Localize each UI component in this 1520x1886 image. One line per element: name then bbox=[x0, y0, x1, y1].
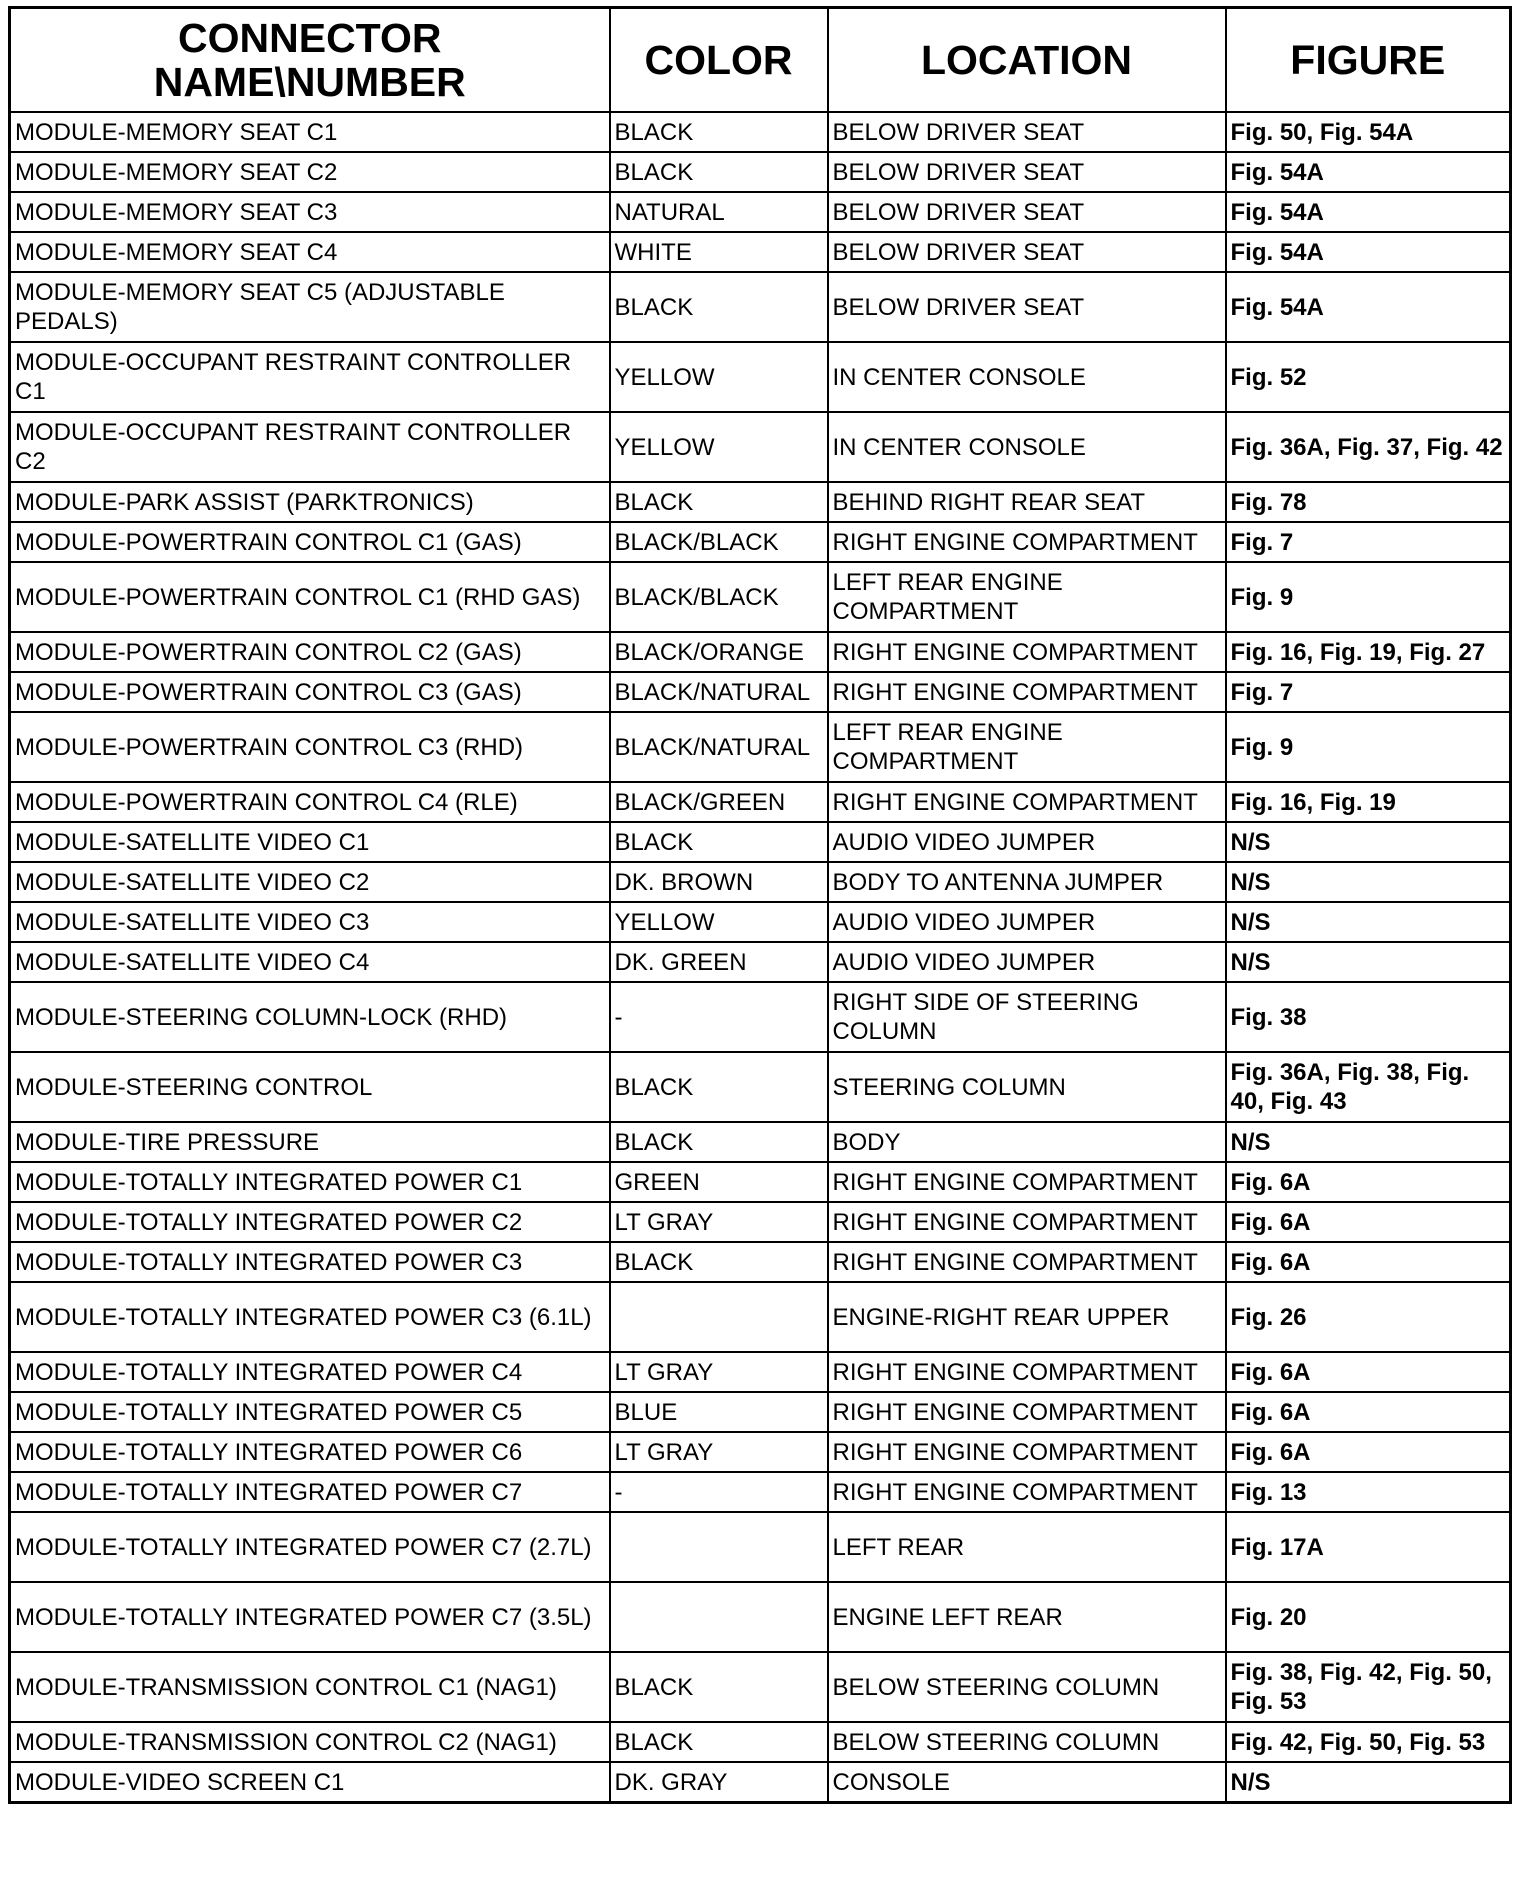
cell-location: LEFT REAR ENGINE COMPARTMENT bbox=[828, 712, 1226, 782]
cell-connector-name: MODULE-OCCUPANT RESTRAINT CONTROLLER C2 bbox=[10, 412, 610, 482]
cell-figure: N/S bbox=[1226, 1762, 1511, 1803]
table-row bbox=[10, 192, 1511, 232]
cell-connector-name: MODULE-PARK ASSIST (PARKTRONICS) bbox=[10, 482, 610, 522]
cell-color: BLACK/NATURAL bbox=[610, 672, 828, 712]
cell-color bbox=[610, 1582, 828, 1652]
cell-connector-name: MODULE-MEMORY SEAT C1 bbox=[10, 112, 610, 152]
cell-color: BLACK bbox=[610, 1652, 828, 1722]
cell-connector-name: MODULE-TOTALLY INTEGRATED POWER C3 (6.1L) bbox=[10, 1282, 610, 1352]
cell-location: BELOW DRIVER SEAT bbox=[828, 232, 1226, 272]
cell-connector-name: MODULE-POWERTRAIN CONTROL C1 (RHD GAS) bbox=[10, 562, 610, 632]
cell-color bbox=[610, 1282, 828, 1352]
cell-connector-name: MODULE-TOTALLY INTEGRATED POWER C7 (3.5L) bbox=[10, 1582, 610, 1652]
cell-figure: Fig. 7 bbox=[1226, 672, 1511, 712]
cell-location: RIGHT SIDE OF STEERING COLUMN bbox=[828, 982, 1226, 1052]
cell-location: BELOW DRIVER SEAT bbox=[828, 272, 1226, 342]
table-row bbox=[10, 1202, 1511, 1242]
cell-color: LT GRAY bbox=[610, 1202, 828, 1242]
cell-color: BLACK bbox=[610, 1722, 828, 1762]
cell-figure: Fig. 6A bbox=[1226, 1162, 1511, 1202]
cell-figure: Fig. 52 bbox=[1226, 342, 1511, 412]
cell-figure: N/S bbox=[1226, 822, 1511, 862]
table-row bbox=[10, 942, 1511, 982]
table-row bbox=[10, 272, 1511, 342]
cell-figure: Fig. 78 bbox=[1226, 482, 1511, 522]
cell-location: RIGHT ENGINE COMPARTMENT bbox=[828, 1202, 1226, 1242]
cell-color: - bbox=[610, 982, 828, 1052]
cell-connector-name: MODULE-TOTALLY INTEGRATED POWER C6 bbox=[10, 1432, 610, 1472]
table-row bbox=[10, 112, 1511, 152]
cell-figure: Fig. 42, Fig. 50, Fig. 53 bbox=[1226, 1722, 1511, 1762]
cell-figure: Fig. 54A bbox=[1226, 272, 1511, 342]
cell-figure: Fig. 26 bbox=[1226, 1282, 1511, 1352]
cell-figure: Fig. 13 bbox=[1226, 1472, 1511, 1512]
cell-connector-name: MODULE-MEMORY SEAT C4 bbox=[10, 232, 610, 272]
cell-connector-name: MODULE-POWERTRAIN CONTROL C3 (RHD) bbox=[10, 712, 610, 782]
table-row bbox=[10, 712, 1511, 782]
table-row bbox=[10, 1652, 1511, 1722]
cell-connector-name: MODULE-MEMORY SEAT C5 (ADJUSTABLE PEDALS) bbox=[10, 272, 610, 342]
cell-color: DK. BROWN bbox=[610, 862, 828, 902]
cell-connector-name: MODULE-TOTALLY INTEGRATED POWER C3 bbox=[10, 1242, 610, 1282]
cell-connector-name: MODULE-SATELLITE VIDEO C1 bbox=[10, 822, 610, 862]
cell-figure: Fig. 50, Fig. 54A bbox=[1226, 112, 1511, 152]
cell-location: BELOW STEERING COLUMN bbox=[828, 1722, 1226, 1762]
cell-figure: N/S bbox=[1226, 1122, 1511, 1162]
cell-figure: Fig. 16, Fig. 19 bbox=[1226, 782, 1511, 822]
cell-figure: Fig. 9 bbox=[1226, 562, 1511, 632]
table-row bbox=[10, 982, 1511, 1052]
cell-figure: Fig. 54A bbox=[1226, 192, 1511, 232]
cell-connector-name: MODULE-POWERTRAIN CONTROL C4 (RLE) bbox=[10, 782, 610, 822]
cell-color: BLACK bbox=[610, 1122, 828, 1162]
cell-color: - bbox=[610, 1472, 828, 1512]
table-row bbox=[10, 482, 1511, 522]
cell-color: BLACK bbox=[610, 822, 828, 862]
cell-color: DK. GREEN bbox=[610, 942, 828, 982]
cell-figure: Fig. 6A bbox=[1226, 1352, 1511, 1392]
table-row bbox=[10, 1122, 1511, 1162]
table-row bbox=[10, 1352, 1511, 1392]
cell-location: RIGHT ENGINE COMPARTMENT bbox=[828, 1242, 1226, 1282]
cell-figure: Fig. 36A, Fig. 37, Fig. 42 bbox=[1226, 412, 1511, 482]
cell-color: YELLOW bbox=[610, 902, 828, 942]
table-row bbox=[10, 1432, 1511, 1472]
cell-location: LEFT REAR ENGINE COMPARTMENT bbox=[828, 562, 1226, 632]
cell-color: BLUE bbox=[610, 1392, 828, 1432]
cell-color: NATURAL bbox=[610, 192, 828, 232]
cell-figure: Fig. 54A bbox=[1226, 232, 1511, 272]
cell-color: BLACK bbox=[610, 112, 828, 152]
cell-figure: Fig. 54A bbox=[1226, 152, 1511, 192]
cell-figure: Fig. 20 bbox=[1226, 1582, 1511, 1652]
cell-figure: Fig. 6A bbox=[1226, 1392, 1511, 1432]
cell-color bbox=[610, 1512, 828, 1582]
cell-figure: N/S bbox=[1226, 942, 1511, 982]
cell-figure: Fig. 16, Fig. 19, Fig. 27 bbox=[1226, 632, 1511, 672]
cell-location: BELOW STEERING COLUMN bbox=[828, 1652, 1226, 1722]
cell-location: RIGHT ENGINE COMPARTMENT bbox=[828, 1432, 1226, 1472]
cell-location: IN CENTER CONSOLE bbox=[828, 342, 1226, 412]
cell-location: RIGHT ENGINE COMPARTMENT bbox=[828, 1352, 1226, 1392]
cell-color: BLACK/BLACK bbox=[610, 562, 828, 632]
cell-figure: Fig. 9 bbox=[1226, 712, 1511, 782]
cell-color: BLACK/BLACK bbox=[610, 522, 828, 562]
connector-table-sheet bbox=[8, 6, 1512, 1804]
table-row bbox=[10, 1762, 1511, 1803]
cell-color: LT GRAY bbox=[610, 1352, 828, 1392]
cell-connector-name: MODULE-POWERTRAIN CONTROL C2 (GAS) bbox=[10, 632, 610, 672]
cell-location: BELOW DRIVER SEAT bbox=[828, 112, 1226, 152]
header-row bbox=[10, 8, 1511, 113]
cell-location: RIGHT ENGINE COMPARTMENT bbox=[828, 1472, 1226, 1512]
header-connector-name bbox=[10, 8, 610, 113]
connector-table bbox=[8, 6, 1512, 1804]
table-row bbox=[10, 1512, 1511, 1582]
table-row bbox=[10, 232, 1511, 272]
cell-connector-name: MODULE-OCCUPANT RESTRAINT CONTROLLER C1 bbox=[10, 342, 610, 412]
cell-location: BELOW DRIVER SEAT bbox=[828, 192, 1226, 232]
cell-color: BLACK bbox=[610, 1052, 828, 1122]
table-row bbox=[10, 672, 1511, 712]
table-row bbox=[10, 1392, 1511, 1432]
cell-connector-name: MODULE-TRANSMISSION CONTROL C1 (NAG1) bbox=[10, 1652, 610, 1722]
table-row bbox=[10, 522, 1511, 562]
table-row bbox=[10, 632, 1511, 672]
table-row bbox=[10, 152, 1511, 192]
cell-location: BELOW DRIVER SEAT bbox=[828, 152, 1226, 192]
cell-color: BLACK bbox=[610, 482, 828, 522]
table-row bbox=[10, 1242, 1511, 1282]
cell-color: BLACK bbox=[610, 1242, 828, 1282]
cell-connector-name: MODULE-TOTALLY INTEGRATED POWER C4 bbox=[10, 1352, 610, 1392]
cell-location: LEFT REAR bbox=[828, 1512, 1226, 1582]
cell-location: AUDIO VIDEO JUMPER bbox=[828, 942, 1226, 982]
cell-figure: Fig. 38 bbox=[1226, 982, 1511, 1052]
cell-figure: Fig. 6A bbox=[1226, 1242, 1511, 1282]
cell-color: YELLOW bbox=[610, 342, 828, 412]
cell-location: RIGHT ENGINE COMPARTMENT bbox=[828, 1162, 1226, 1202]
cell-color: BLACK bbox=[610, 272, 828, 342]
cell-color: GREEN bbox=[610, 1162, 828, 1202]
cell-connector-name: MODULE-POWERTRAIN CONTROL C1 (GAS) bbox=[10, 522, 610, 562]
table-row bbox=[10, 412, 1511, 482]
cell-connector-name: MODULE-MEMORY SEAT C3 bbox=[10, 192, 610, 232]
cell-location: BEHIND RIGHT REAR SEAT bbox=[828, 482, 1226, 522]
cell-connector-name: MODULE-SATELLITE VIDEO C4 bbox=[10, 942, 610, 982]
table-row bbox=[10, 1472, 1511, 1512]
cell-connector-name: MODULE-VIDEO SCREEN C1 bbox=[10, 1762, 610, 1803]
cell-location: ENGINE LEFT REAR bbox=[828, 1582, 1226, 1652]
cell-connector-name: MODULE-TRANSMISSION CONTROL C2 (NAG1) bbox=[10, 1722, 610, 1762]
cell-figure: N/S bbox=[1226, 902, 1511, 942]
cell-color: BLACK/ORANGE bbox=[610, 632, 828, 672]
cell-color: YELLOW bbox=[610, 412, 828, 482]
table-row bbox=[10, 342, 1511, 412]
cell-figure: Fig. 36A, Fig. 38, Fig. 40, Fig. 43 bbox=[1226, 1052, 1511, 1122]
cell-color: LT GRAY bbox=[610, 1432, 828, 1472]
header-color: COLOR bbox=[610, 8, 828, 113]
cell-connector-name: MODULE-TOTALLY INTEGRATED POWER C5 bbox=[10, 1392, 610, 1432]
table-row bbox=[10, 562, 1511, 632]
cell-location: BODY TO ANTENNA JUMPER bbox=[828, 862, 1226, 902]
cell-color: BLACK/NATURAL bbox=[610, 712, 828, 782]
cell-connector-name: MODULE-SATELLITE VIDEO C2 bbox=[10, 862, 610, 902]
table-row bbox=[10, 1162, 1511, 1202]
cell-figure: Fig. 7 bbox=[1226, 522, 1511, 562]
cell-location: RIGHT ENGINE COMPARTMENT bbox=[828, 782, 1226, 822]
table-row bbox=[10, 1282, 1511, 1352]
cell-connector-name: MODULE-TOTALLY INTEGRATED POWER C1 bbox=[10, 1162, 610, 1202]
table-row bbox=[10, 822, 1511, 862]
cell-connector-name: MODULE-TOTALLY INTEGRATED POWER C2 bbox=[10, 1202, 610, 1242]
table-row bbox=[10, 782, 1511, 822]
cell-location: AUDIO VIDEO JUMPER bbox=[828, 822, 1226, 862]
table-row bbox=[10, 902, 1511, 942]
header-connector-line2: NAME\NUMBER bbox=[153, 59, 466, 105]
header-location: LOCATION bbox=[828, 8, 1226, 113]
cell-connector-name: MODULE-STEERING COLUMN-LOCK (RHD) bbox=[10, 982, 610, 1052]
cell-color: BLACK bbox=[610, 152, 828, 192]
header-connector-line1: CONNECTOR bbox=[178, 15, 442, 61]
cell-location: IN CENTER CONSOLE bbox=[828, 412, 1226, 482]
cell-figure: Fig. 38, Fig. 42, Fig. 50, Fig. 53 bbox=[1226, 1652, 1511, 1722]
cell-location: AUDIO VIDEO JUMPER bbox=[828, 902, 1226, 942]
cell-location: ENGINE-RIGHT REAR UPPER bbox=[828, 1282, 1226, 1352]
cell-location: RIGHT ENGINE COMPARTMENT bbox=[828, 672, 1226, 712]
cell-figure: N/S bbox=[1226, 862, 1511, 902]
table-row bbox=[10, 1722, 1511, 1762]
cell-connector-name: MODULE-POWERTRAIN CONTROL C3 (GAS) bbox=[10, 672, 610, 712]
cell-connector-name: MODULE-TIRE PRESSURE bbox=[10, 1122, 610, 1162]
header-figure: FIGURE bbox=[1226, 8, 1511, 113]
cell-location: STEERING COLUMN bbox=[828, 1052, 1226, 1122]
cell-figure: Fig. 17A bbox=[1226, 1512, 1511, 1582]
cell-connector-name: MODULE-MEMORY SEAT C2 bbox=[10, 152, 610, 192]
cell-location: RIGHT ENGINE COMPARTMENT bbox=[828, 1392, 1226, 1432]
cell-connector-name: MODULE-TOTALLY INTEGRATED POWER C7 bbox=[10, 1472, 610, 1512]
cell-color: BLACK/GREEN bbox=[610, 782, 828, 822]
cell-location: RIGHT ENGINE COMPARTMENT bbox=[828, 632, 1226, 672]
table-row bbox=[10, 1052, 1511, 1122]
table-row bbox=[10, 1582, 1511, 1652]
cell-figure: Fig. 6A bbox=[1226, 1202, 1511, 1242]
cell-figure: Fig. 6A bbox=[1226, 1432, 1511, 1472]
cell-location: RIGHT ENGINE COMPARTMENT bbox=[828, 522, 1226, 562]
cell-location: BODY bbox=[828, 1122, 1226, 1162]
table-row bbox=[10, 862, 1511, 902]
cell-connector-name: MODULE-TOTALLY INTEGRATED POWER C7 (2.7L) bbox=[10, 1512, 610, 1582]
cell-connector-name: MODULE-STEERING CONTROL bbox=[10, 1052, 610, 1122]
cell-location: CONSOLE bbox=[828, 1762, 1226, 1803]
cell-connector-name: MODULE-SATELLITE VIDEO C3 bbox=[10, 902, 610, 942]
cell-color: WHITE bbox=[610, 232, 828, 272]
cell-color: DK. GRAY bbox=[610, 1762, 828, 1803]
